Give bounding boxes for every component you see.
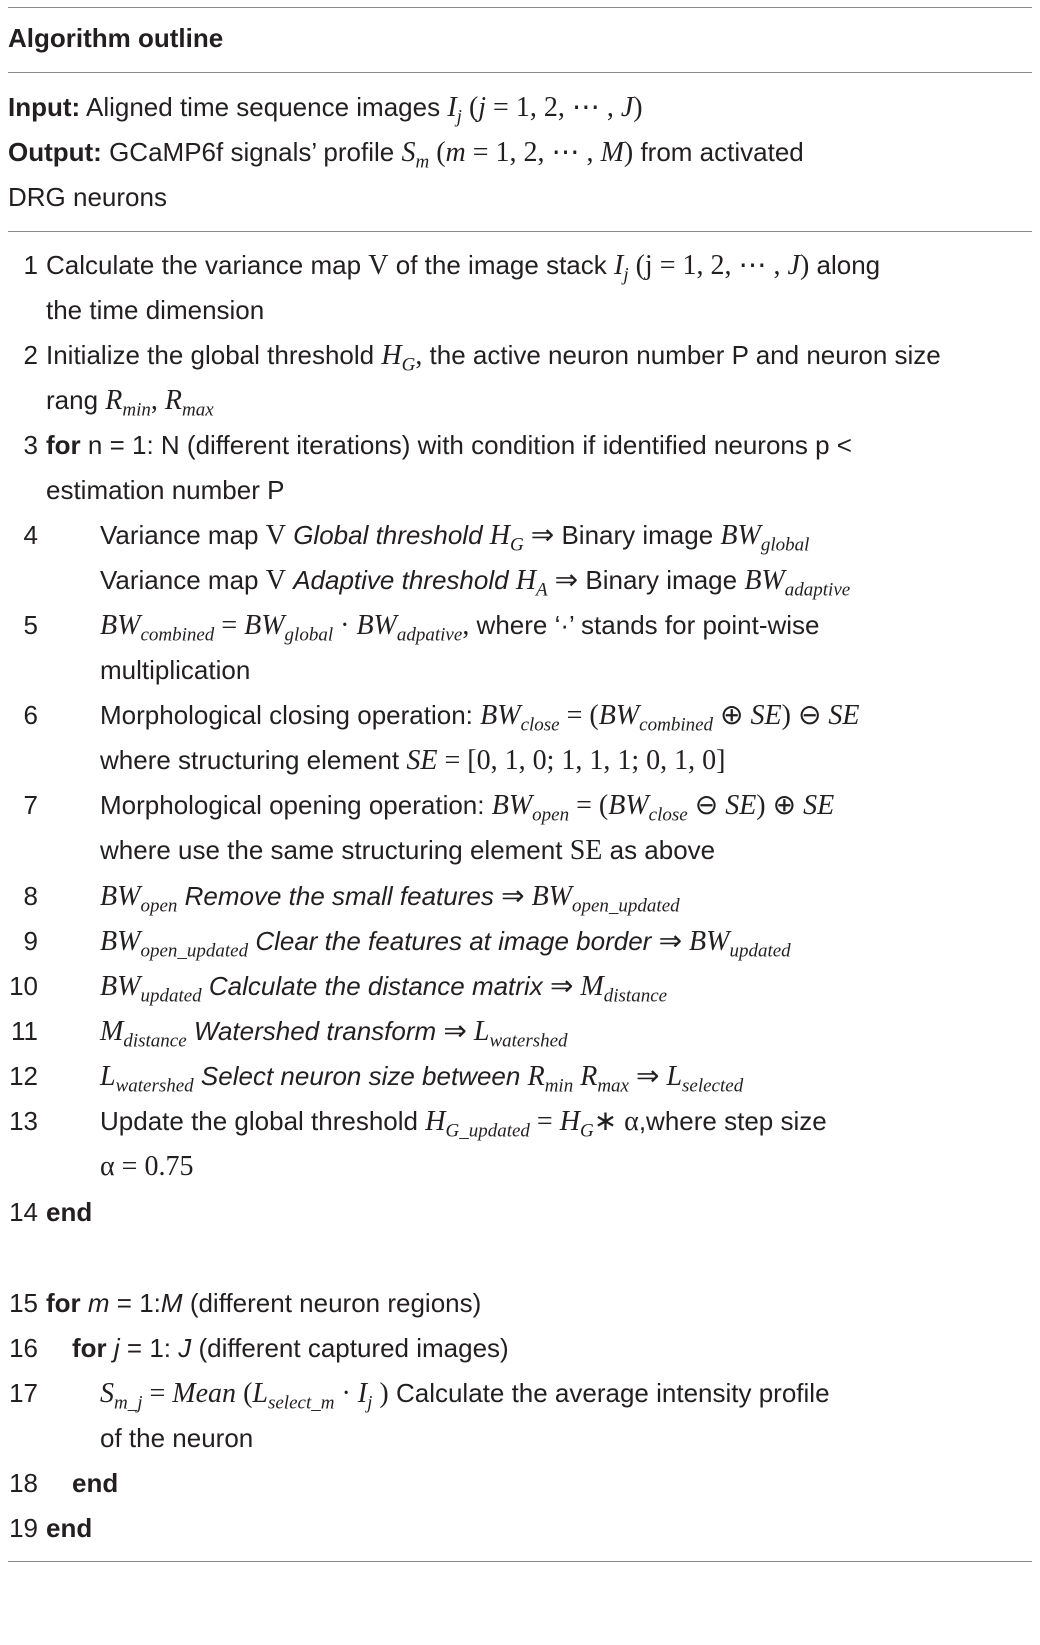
step-5-cont: multiplication bbox=[100, 655, 251, 685]
top-rule bbox=[8, 7, 1032, 8]
body-rule bbox=[8, 231, 1032, 232]
header-rule bbox=[8, 72, 1032, 73]
step-17-cont: of the neuron bbox=[100, 1423, 254, 1453]
step-14: 14 end bbox=[9, 1197, 93, 1227]
step-1-cont: the time dimension bbox=[46, 295, 265, 325]
input-line: Input: Aligned time sequence images $I_j$ (j = 1, 2, ⋯ , J) bbox=[8, 92, 643, 128]
bottom-rule bbox=[8, 1561, 1032, 1562]
step-1: 1 Calculate the variance map V of the image stack $I_j$ (j = 1, 2, ⋯ , J) along bbox=[23, 250, 881, 286]
output-line-2: DRG neurons bbox=[8, 182, 167, 212]
step-12: 12 $L_{watershed}$ Select neuron size between $R_{min}$ $R_{max}$ ⇒ $L_{selected}$ bbox=[9, 1061, 744, 1097]
step-3: 3 for n = 1: N (different iterations) with condition if identified neurons p < bbox=[23, 430, 852, 460]
step-19: 19 end bbox=[9, 1513, 93, 1543]
step-9: 9 $BW_{open\_updated}$ Clear the features at image border ⇒ $BW_{updated}$ bbox=[23, 926, 791, 962]
step-15: 15 for m = 1:M (different neuron regions) bbox=[9, 1288, 482, 1318]
table-title: Algorithm outline bbox=[8, 23, 224, 53]
step-11: 11 $M_{distance}$ Watershed transform ⇒ $L_{watershed}$ bbox=[11, 1016, 568, 1052]
step-13-cont: α = 0.75 bbox=[100, 1151, 194, 1182]
step-2-cont: rang $R_{min}$, $R_{max}$ bbox=[46, 385, 214, 421]
step-13: 13 Update the global threshold $H_{G\_updated}$ = $H_G∗$ α,where step size bbox=[9, 1106, 827, 1142]
output-line: Output: GCaMP6f signals’ profile $S_m$ (m = 1, 2, ⋯ , M) from activated bbox=[8, 137, 804, 173]
step-18: 18 end bbox=[9, 1468, 119, 1498]
step-3-cont: estimation number P bbox=[46, 475, 285, 505]
step-6-cont: where structuring element SE = [0, 1, 0; 1, 1, 1; 0, 1, 0] bbox=[100, 745, 726, 776]
step-7: 7 Morphological opening operation: $BW_{open} = (BW_{close}$ ⊖ SE) ⊕ SE bbox=[23, 790, 835, 826]
step-4-cont: Variance map V Adaptive threshold $H_A$ ⇒ Binary image $BW_{adaptive}$ bbox=[100, 565, 851, 601]
step-16: 16 for j = 1: J (different captured images) bbox=[9, 1333, 509, 1363]
step-6: 6 Morphological closing operation: $BW_{close} = (BW_{combined}$ ⊕ SE) ⊖ SE bbox=[23, 700, 860, 736]
step-17: 17 $S_{m\_j}$ = Mean ($L_{select\_m} \cdot I_j$ ) Calculate the average intensity profile bbox=[9, 1378, 830, 1414]
step-5: 5 $BW_{combined} = BW_{global} \cdot BW_{adpative}$, where ‘·’ stands for point-wise bbox=[23, 610, 820, 646]
step-10: 10 $BW_{updated}$ Calculate the distance matrix ⇒ $M_{distance}$ bbox=[9, 971, 668, 1007]
step-8: 8 $BW_{open}$ Remove the small features ⇒ $BW_{open\_updated}$ bbox=[23, 881, 680, 917]
step-2: 2 Initialize the global threshold $H_G$, the active neuron number P and neuron size bbox=[23, 340, 941, 376]
step-4: 4 Variance map V Global threshold $H_G$ ⇒ Binary image $BW_{global}$ bbox=[23, 520, 810, 556]
step-7-cont: where use the same structuring element SE as above bbox=[100, 835, 716, 866]
